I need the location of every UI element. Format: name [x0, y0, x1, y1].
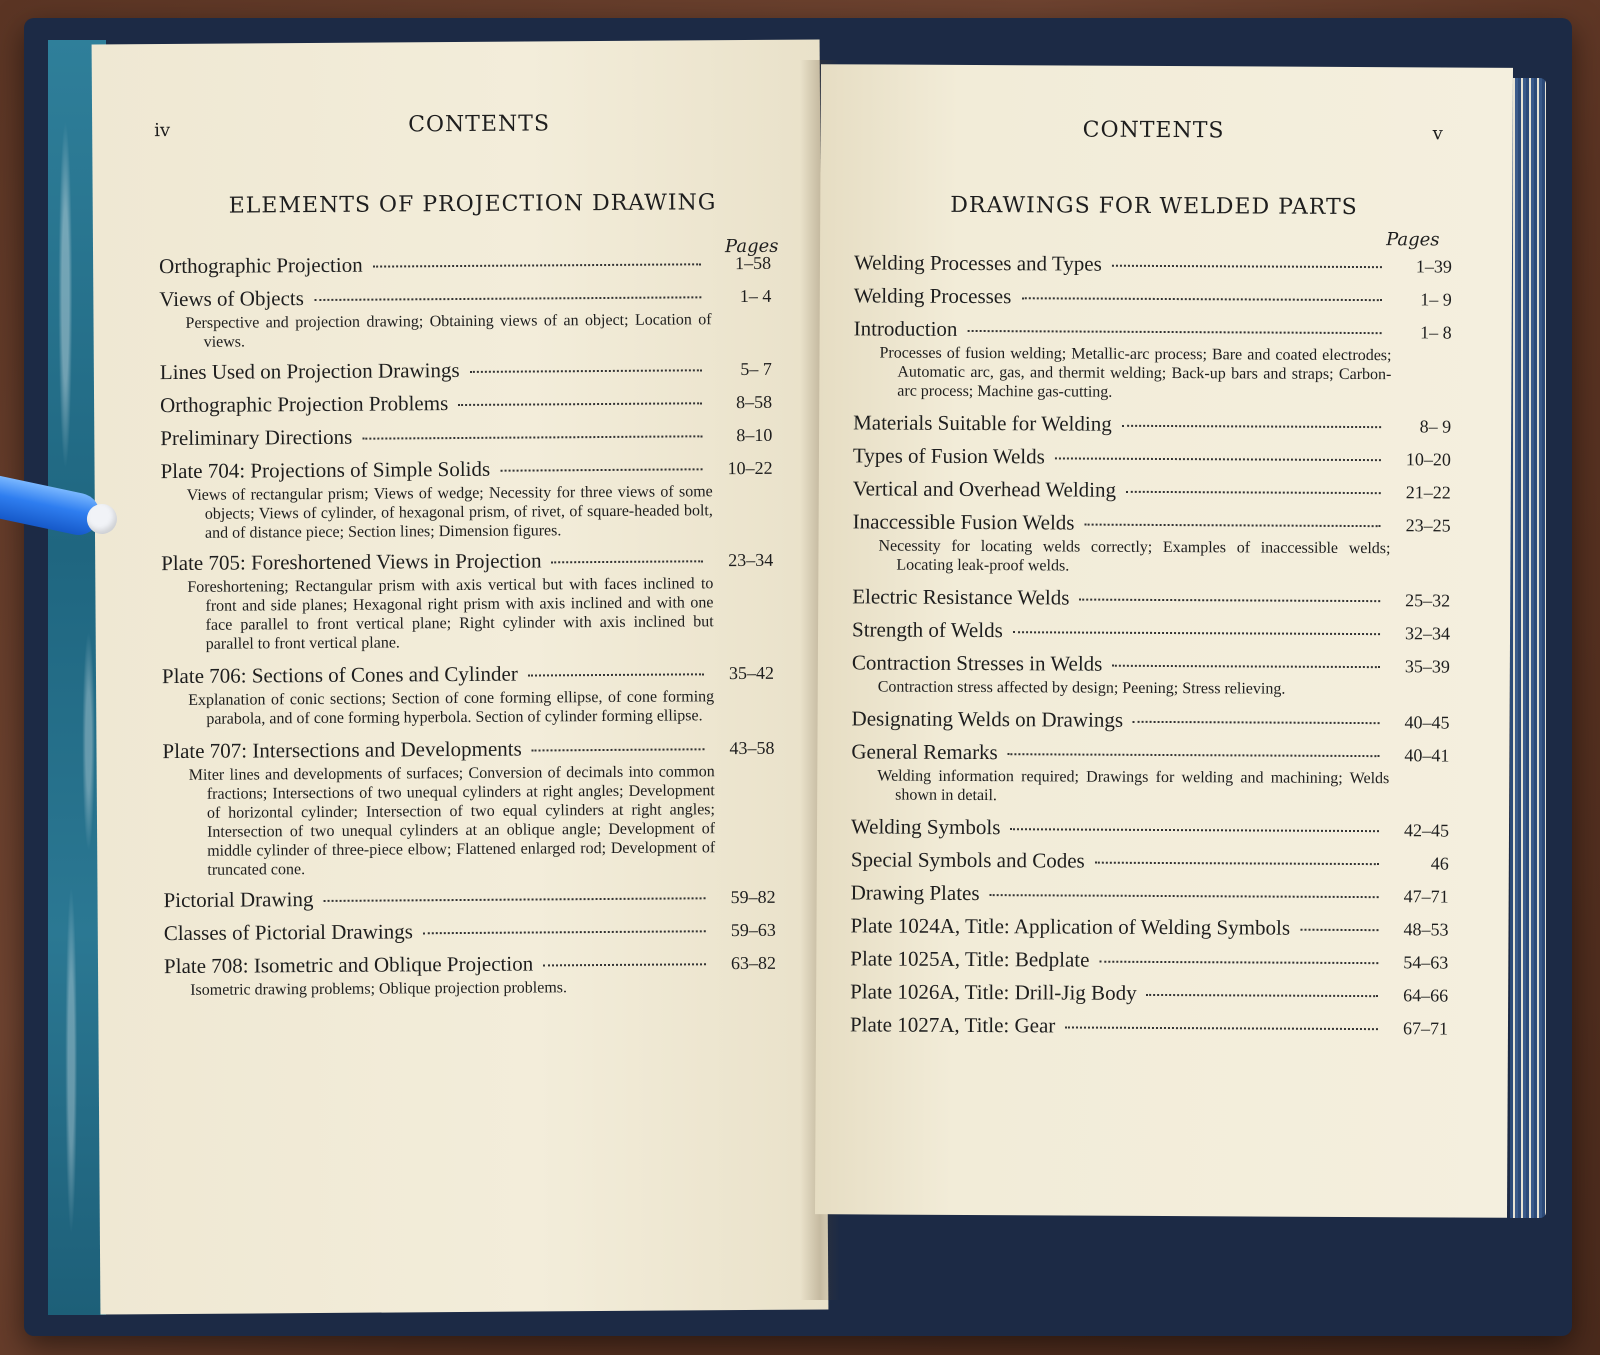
toc-entry-pages: 8–58	[736, 391, 773, 413]
toc-entry-line	[852, 706, 1450, 734]
toc-entry-title: Welding Symbols	[850, 814, 1001, 840]
toc-entry-line	[851, 880, 1449, 908]
toc-entry-pages: 47–71	[1403, 886, 1449, 907]
toc-entry	[854, 283, 1452, 311]
toc-entry-line	[853, 443, 1451, 471]
toc-entry-title: Classes of Pictorial Drawings	[163, 919, 413, 946]
dot-leader	[967, 329, 1381, 334]
toc-entry	[164, 950, 776, 1000]
dot-leader	[1055, 456, 1381, 461]
toc-entry	[853, 316, 1451, 403]
toc-entry-line	[161, 547, 773, 576]
toc-entry-pages: 32–34	[1404, 623, 1451, 644]
toc-entry	[852, 650, 1450, 699]
toc-entry	[852, 706, 1450, 734]
toc-entry	[161, 547, 774, 654]
toc-entry-pages: 1– 8	[1420, 322, 1452, 343]
toc-entry-title: Plate 1024A, Title: Application of Welding Symbols	[850, 913, 1291, 940]
toc-entry-title: Orthographic Projection Problems	[160, 391, 449, 418]
toc-entry	[853, 410, 1451, 438]
toc-entry-title: Plate 1027A, Title: Gear	[849, 1012, 1056, 1038]
dot-leader	[552, 559, 704, 563]
toc-entry-title: Contraction Stresses in Welds	[851, 650, 1103, 676]
toc-entry-description: Views of rectangular prism; Views of wedge; Necessity for three views of some objects; Views of cylinder, of hexagonal prism, of rivet, of square-headed bolt, and of distance piece; Section lines; Dimension figures.	[186, 483, 713, 542]
toc-entry-line	[852, 584, 1450, 612]
toc-entry-pages: 25–32	[1405, 590, 1451, 611]
toc-entry-description: Perspective and projection drawing; Obtaining views of an object; Location of views.	[185, 311, 712, 351]
toc-entry	[162, 735, 775, 880]
toc-entry-title: Designating Welds on Drawings	[851, 706, 1124, 732]
toc-entry-line	[852, 650, 1450, 678]
toc-entry-description: Contraction stress affected by design; Peening; Stress relieving.	[877, 678, 1286, 698]
toc-entry-line	[850, 946, 1448, 974]
dot-leader	[1300, 928, 1378, 931]
toc-entry-line	[159, 250, 771, 279]
dot-leader	[362, 434, 702, 439]
toc-entry-pages: 54–63	[1403, 952, 1449, 973]
dot-leader	[1133, 720, 1380, 724]
toc-entry-line	[164, 950, 776, 979]
toc-entry-title: Lines Used on Projection Drawings	[159, 357, 460, 385]
toc-entry-line	[160, 389, 772, 418]
dot-leader	[458, 401, 702, 406]
toc-entry-title: Vertical and Overhead Welding	[852, 476, 1117, 502]
toc-entry-description: Explanation of conic sections; Section of cone forming ellipse, of cone forming parabola, and of cone forming hyperbola. Section of cylinder forming ellipse.	[188, 688, 715, 728]
toc-entry-description: Necessity for locating welds correctly; Examples of inaccessible welds; Locating leak-proof welds.	[878, 537, 1391, 575]
toc-entry-title: Welding Processes and Types	[853, 250, 1102, 276]
dot-leader	[470, 368, 702, 373]
dot-leader	[1099, 960, 1378, 964]
toc-entry-line	[850, 913, 1448, 941]
dot-leader	[373, 262, 701, 267]
toc-entry-title: Plate 705: Foreshortened Views in Projection	[161, 548, 542, 576]
toc-entry-line	[851, 814, 1449, 842]
right-folio: v	[1432, 123, 1443, 145]
toc-entry-title: Plate 708: Isometric and Oblique Projection	[163, 951, 534, 979]
toc-entry-line	[853, 476, 1451, 504]
toc-entry	[159, 250, 771, 279]
toc-entry-pages: 67–71	[1402, 1018, 1449, 1039]
toc-entry	[164, 917, 776, 946]
dot-leader	[990, 893, 1379, 898]
toc-entry-pages: 1– 4	[739, 285, 772, 307]
toc-entry	[160, 455, 773, 543]
toc-entry-line	[853, 410, 1451, 438]
toc-entry-title: Electric Resistance Welds	[852, 584, 1070, 610]
toc-entry-pages: 63–82	[730, 952, 777, 974]
toc-entry	[852, 584, 1450, 612]
right-page	[815, 64, 1513, 1218]
toc-entry-line	[160, 356, 772, 385]
toc-entry-pages: 48–53	[1403, 919, 1449, 940]
toc-entry-pages: 35–39	[1404, 656, 1450, 677]
dot-leader	[528, 672, 704, 676]
toc-entry	[163, 884, 775, 913]
toc-entry-pages: 46	[1430, 853, 1449, 874]
dot-leader	[1013, 630, 1380, 635]
dot-leader	[1010, 827, 1379, 832]
dot-leader	[423, 929, 706, 934]
toc-entry-title: Plate 1026A, Title: Drill-Jig Body	[850, 979, 1137, 1005]
toc-entry-line	[854, 316, 1452, 344]
toc-entry	[160, 422, 772, 451]
toc-entry-title: Preliminary Directions	[160, 424, 353, 451]
toc-entry-pages: 1–39	[1415, 256, 1453, 277]
toc-entry	[851, 739, 1449, 807]
toc-entry-title: Plate 706: Sections of Cones and Cylinder	[161, 661, 518, 689]
dot-leader	[1147, 993, 1379, 997]
toc-entry-description: Isometric drawing problems; Oblique projection problems.	[190, 979, 568, 999]
toc-entry-pages: 10–20	[1405, 449, 1452, 470]
toc-entry	[852, 509, 1450, 577]
toc-entry-description: Miter lines and developments of surfaces; Conversion of decimals into common fractions; Intersections of two unequal cylinders at right angles; Development of horizontal cylinder; Intersection of two equal cylinders at right angles; Intersection of two unequal cylinders at an oblique angle; Development of middle cylinder of three-piece elbow; Flattened enlarged rod; Development of truncated cone.	[188, 763, 716, 879]
left-toc	[159, 250, 776, 1000]
toc-entry	[851, 880, 1449, 908]
toc-entry-title: Materials Suitable for Welding	[853, 410, 1112, 436]
toc-entry-pages: 42–45	[1403, 820, 1450, 841]
toc-entry-pages: 21–22	[1405, 482, 1451, 503]
dot-leader	[1126, 490, 1381, 494]
toc-entry-title: Plate 1025A, Title: Bedplate	[850, 946, 1090, 972]
toc-entry-line	[854, 283, 1452, 311]
toc-entry-pages: 8– 9	[1419, 416, 1452, 437]
toc-entry-pages: 1–58	[735, 252, 772, 274]
toc-entry-line	[850, 979, 1448, 1007]
toc-entry-title: Pictorial Drawing	[163, 887, 314, 913]
toc-entry-title: Welding Processes	[853, 283, 1012, 309]
toc-entry-title: Views of Objects	[159, 286, 304, 312]
toc-entry-pages: 23–25	[1405, 515, 1451, 536]
toc-entry-pages: 1– 9	[1420, 289, 1452, 310]
right-toc	[850, 250, 1452, 1040]
dot-leader	[543, 962, 706, 966]
toc-entry-pages: 40–45	[1404, 712, 1450, 733]
left-pages-label: Pages	[724, 235, 779, 258]
dot-leader	[1008, 752, 1380, 757]
toc-entry-title: Types of Fusion Welds	[852, 443, 1045, 469]
toc-entry-line	[852, 617, 1450, 645]
toc-entry	[854, 250, 1452, 278]
dot-leader	[1112, 664, 1380, 668]
toc-entry	[160, 389, 772, 418]
toc-entry-line	[160, 455, 772, 484]
toc-entry-line	[853, 509, 1451, 537]
toc-entry	[851, 847, 1449, 875]
dot-leader	[1021, 296, 1381, 301]
left-running-head: CONTENTS	[408, 111, 551, 138]
toc-entry-pages: 64–66	[1403, 985, 1449, 1006]
toc-entry-line	[163, 884, 775, 913]
toc-entry-line	[160, 422, 772, 451]
toc-entry-line	[162, 735, 774, 764]
toc-entry-pages: 59–82	[730, 886, 776, 908]
toc-entry-title: Special Symbols and Codes	[850, 847, 1085, 873]
toc-entry-pages: 40–41	[1404, 745, 1450, 766]
toc-entry-pages: 59–63	[730, 919, 776, 941]
toc-entry	[850, 946, 1448, 974]
dot-leader	[532, 747, 705, 751]
toc-entry-line	[850, 1012, 1448, 1040]
toc-entry-line	[159, 283, 771, 312]
dot-leader	[500, 467, 702, 471]
right-section-title: DRAWINGS FOR WELDED PARTS	[950, 192, 1358, 221]
toc-entry	[851, 814, 1449, 842]
dot-leader	[1065, 1025, 1378, 1030]
right-pages-label: Pages	[1386, 229, 1440, 251]
right-running-head: CONTENTS	[1082, 117, 1225, 144]
toc-entry-description: Foreshortening; Rectangular prism with axis vertical but with faces inclined to front and side planes; Hexagonal right prism with axis inclined and with one face parallel to front vertical plane; Right cylinder with axis inclined but parallel to front vertical plane.	[187, 575, 714, 653]
toc-entry	[852, 617, 1450, 645]
left-page	[92, 39, 829, 1314]
toc-entry-pages: 5– 7	[740, 358, 772, 380]
toc-entry-description: Processes of fusion welding; Metallic-arc process; Bare and coated electrodes; Automatic arc, gas, and thermit welding; Back-up bars and straps; Carbon-arc process; Machine gas-cutting.	[879, 344, 1392, 401]
dot-leader	[1095, 861, 1379, 865]
toc-entry	[159, 283, 771, 352]
toc-entry-title: Inaccessible Fusion Welds	[852, 509, 1075, 535]
toc-entry	[853, 476, 1451, 504]
dot-leader	[1112, 264, 1382, 268]
toc-entry-line	[164, 917, 776, 946]
toc-entry	[160, 356, 772, 385]
toc-entry-line	[851, 739, 1449, 767]
toc-entry-line	[851, 847, 1449, 875]
toc-entry-pages: 10–22	[727, 457, 773, 479]
toc-entry-title: General Remarks	[851, 739, 998, 765]
dot-leader	[1122, 424, 1381, 428]
toc-entry-line	[162, 660, 774, 689]
toc-entry-pages: 43–58	[729, 737, 775, 759]
dot-leader	[1079, 598, 1380, 603]
toc-entry-pages: 23–34	[728, 549, 774, 571]
dot-leader	[323, 896, 705, 902]
toc-entry	[162, 660, 774, 729]
toc-entry-title: Plate 707: Intersections and Developments	[162, 736, 522, 764]
toc-entry-title: Introduction	[853, 316, 958, 341]
toc-entry-pages: 35–42	[728, 662, 775, 684]
toc-entry	[850, 1012, 1448, 1040]
page-edges	[1510, 78, 1546, 1218]
toc-entry-title: Plate 704: Projections of Simple Solids	[160, 456, 491, 484]
left-folio: iv	[154, 120, 171, 142]
toc-entry-title: Orthographic Projection	[159, 252, 363, 279]
dot-leader	[314, 295, 701, 301]
toc-entry-line	[854, 250, 1452, 278]
toc-entry-description: Welding information required; Drawings for welding and machining; Welds shown in detail.	[877, 767, 1390, 805]
toc-entry	[850, 913, 1448, 941]
toc-entry-pages: 8–10	[736, 424, 773, 446]
toc-entry-title: Strength of Welds	[851, 617, 1003, 643]
left-section-title: ELEMENTS OF PROJECTION DRAWING	[228, 190, 717, 219]
dot-leader	[1084, 523, 1380, 528]
toc-entry	[850, 979, 1448, 1007]
toc-entry	[853, 443, 1451, 471]
toc-entry-title: Drawing Plates	[850, 880, 980, 906]
